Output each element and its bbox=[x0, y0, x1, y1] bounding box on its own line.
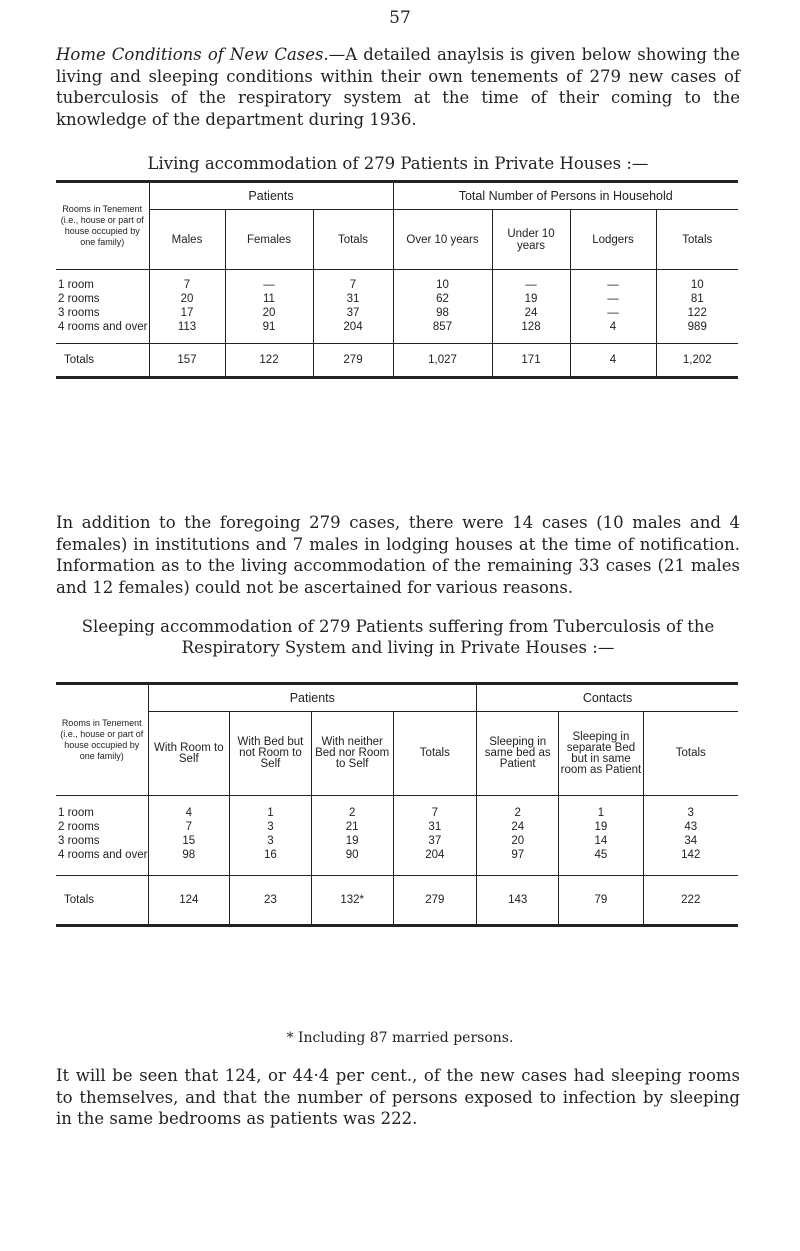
table1-col-header: Totals bbox=[313, 210, 393, 270]
table-cell: 98 bbox=[393, 306, 492, 320]
table-cell: 4 bbox=[570, 320, 656, 334]
table-cell: 1 bbox=[559, 806, 643, 820]
table-cell: 90 bbox=[311, 848, 393, 862]
table1-col-header: Totals bbox=[656, 210, 738, 270]
page-number: 57 bbox=[389, 8, 411, 28]
table-cell: 1 bbox=[230, 806, 312, 820]
table-cell: 98 bbox=[148, 848, 230, 862]
table-cell: 19 bbox=[311, 834, 393, 848]
table2-col-header: With Room to Self bbox=[148, 712, 230, 796]
table-cell: 24 bbox=[492, 306, 570, 320]
table-cell: 19 bbox=[492, 292, 570, 306]
table-cell: 23 bbox=[230, 876, 312, 926]
table-cell: 37 bbox=[393, 834, 477, 848]
intro-paragraph bbox=[56, 44, 740, 130]
table-cell: 1,202 bbox=[656, 344, 738, 378]
sleeping-accommodation-table bbox=[56, 682, 738, 927]
table-cell: 143 bbox=[477, 876, 559, 926]
table-row bbox=[56, 320, 738, 334]
table-cell: — bbox=[570, 292, 656, 306]
table-cell: 62 bbox=[393, 292, 492, 306]
totals-row bbox=[56, 344, 738, 378]
living-accommodation-table bbox=[56, 180, 738, 379]
table1-col-header: Over 10 years bbox=[393, 210, 492, 270]
table2-col-header: Sleeping in same bed as Patient bbox=[477, 712, 559, 796]
closing-paragraph: It will be seen that 124, or 44·4 per cent., of the new cases had sleeping rooms to themselves, and that the number of persons exposed to infection by sleeping in the same bedrooms as patients was 222. bbox=[56, 1066, 740, 1128]
row-label: 2 rooms bbox=[58, 820, 100, 833]
row-label: 2 rooms bbox=[58, 292, 100, 305]
table2-col-header: Totals bbox=[643, 712, 738, 796]
table2-col-header: Totals bbox=[393, 712, 477, 796]
intro-lead: Home Conditions of New Cases. bbox=[56, 45, 329, 64]
table-cell: 10 bbox=[393, 278, 492, 292]
table-row bbox=[56, 292, 738, 306]
table-cell: 3 bbox=[230, 834, 312, 848]
table1-group-persons: Total Number of Persons in Household bbox=[393, 182, 738, 210]
table1-col-header: Males bbox=[149, 210, 225, 270]
table-row bbox=[56, 306, 738, 320]
table-cell: 279 bbox=[393, 876, 477, 926]
table-cell: 81 bbox=[656, 292, 738, 306]
table1-corner-label: Rooms in Tenement (i.e., house or part of house occupied by one family) bbox=[60, 204, 144, 247]
table-cell: 91 bbox=[225, 320, 313, 334]
table-cell: 20 bbox=[477, 834, 559, 848]
table1-col-header: Under 10 years bbox=[492, 210, 570, 270]
table-cell: 132* bbox=[311, 876, 393, 926]
table-cell: 222 bbox=[643, 876, 738, 926]
table-cell: 19 bbox=[559, 820, 643, 834]
table-cell: 2 bbox=[477, 806, 559, 820]
table-cell: 20 bbox=[225, 306, 313, 320]
table-cell: 3 bbox=[643, 806, 738, 820]
table1-col-header: Females bbox=[225, 210, 313, 270]
row-label: 4 rooms and over bbox=[58, 320, 148, 333]
intro-text: —A detailed anaylsis is given below showing the living and sleeping conditions within their own tenements of 279 new cases of tuberculosis of the respiratory system at the time of their coming to the knowledge of the department during 1936. bbox=[56, 45, 740, 129]
table-cell: 122 bbox=[225, 344, 313, 378]
table-cell: 15 bbox=[148, 834, 230, 848]
table1-title: Living accommodation of 279 Patients in Private Houses :— bbox=[147, 154, 649, 173]
table2-col-header: With Bed but not Room to Self bbox=[230, 712, 312, 796]
table-cell: — bbox=[570, 306, 656, 320]
table-cell: 1,027 bbox=[393, 344, 492, 378]
table-cell: 989 bbox=[656, 320, 738, 334]
table-cell: 37 bbox=[313, 306, 393, 320]
table-cell: 10 bbox=[656, 278, 738, 292]
table-row bbox=[56, 820, 738, 834]
table-cell: — bbox=[570, 278, 656, 292]
table-row bbox=[56, 806, 738, 820]
table-cell: 279 bbox=[313, 344, 393, 378]
table-cell: 171 bbox=[492, 344, 570, 378]
table-row bbox=[56, 834, 738, 848]
table-cell: 204 bbox=[313, 320, 393, 334]
row-label: 3 rooms bbox=[58, 306, 100, 319]
table2-title-line1: Sleeping accommodation of 279 Patients suffering from Tuberculosis of the bbox=[81, 617, 715, 636]
row-label: 1 room bbox=[58, 278, 94, 291]
table-cell: — bbox=[492, 278, 570, 292]
table-cell: 122 bbox=[656, 306, 738, 320]
table2-corner-label: Rooms in Tenement (i.e., house or part of house occupied by one family) bbox=[60, 718, 144, 761]
table-cell: 157 bbox=[149, 344, 225, 378]
table-cell: 3 bbox=[230, 820, 312, 834]
table-cell: 24 bbox=[477, 820, 559, 834]
table-cell: 45 bbox=[559, 848, 643, 862]
table-cell: 857 bbox=[393, 320, 492, 334]
table-cell: 7 bbox=[148, 820, 230, 834]
table-cell: 4 bbox=[148, 806, 230, 820]
totals-row bbox=[56, 876, 738, 926]
table2-group-patients: Patients bbox=[148, 684, 477, 712]
footnote: * Including 87 married persons. bbox=[286, 1030, 514, 1046]
table-cell: 21 bbox=[311, 820, 393, 834]
table-row bbox=[56, 848, 738, 862]
table-cell: 31 bbox=[393, 820, 477, 834]
table-cell: 43 bbox=[643, 820, 738, 834]
table1-col-header: Lodgers bbox=[570, 210, 656, 270]
row-label: 4 rooms and over bbox=[58, 848, 148, 861]
table-cell: 97 bbox=[477, 848, 559, 862]
table-cell: 31 bbox=[313, 292, 393, 306]
table-cell: 2 bbox=[311, 806, 393, 820]
table-cell: 113 bbox=[149, 320, 225, 334]
table-cell: 124 bbox=[148, 876, 230, 926]
table-cell: 4 bbox=[570, 344, 656, 378]
table-row bbox=[56, 278, 738, 292]
middle-paragraph: In addition to the foregoing 279 cases, there were 14 cases (10 males and 4 females) in institutions and 7 males in lodging houses at the time of notification. Information as to the living accommodation of the remaining 33 cases (21 males and 12 females) could not be ascertained for various reasons. bbox=[56, 513, 740, 597]
table-cell: 34 bbox=[643, 834, 738, 848]
table2-title-line2: Respiratory System and living in Private Houses :— bbox=[181, 638, 615, 657]
table2-group-contacts: Contacts bbox=[477, 684, 738, 712]
row-label: Totals bbox=[64, 354, 95, 366]
table-cell: 20 bbox=[149, 292, 225, 306]
row-label: 1 room bbox=[58, 806, 94, 819]
table-cell: 7 bbox=[149, 278, 225, 292]
table-cell: 7 bbox=[313, 278, 393, 292]
row-label: Totals bbox=[64, 894, 95, 906]
table-cell: — bbox=[225, 278, 313, 292]
table-cell: 7 bbox=[393, 806, 477, 820]
table2-col-header: With neither Bed nor Room to Self bbox=[311, 712, 393, 796]
table-cell: 14 bbox=[559, 834, 643, 848]
row-label: 3 rooms bbox=[58, 834, 100, 847]
table-cell: 16 bbox=[230, 848, 312, 862]
table-cell: 142 bbox=[643, 848, 738, 862]
table2-col-header: Sleeping in separate Bed but in same room as Patient bbox=[559, 712, 643, 796]
table-cell: 17 bbox=[149, 306, 225, 320]
table1-group-patients: Patients bbox=[149, 182, 393, 210]
table-cell: 11 bbox=[225, 292, 313, 306]
table-cell: 204 bbox=[393, 848, 477, 862]
table-cell: 128 bbox=[492, 320, 570, 334]
table-cell: 79 bbox=[559, 876, 643, 926]
